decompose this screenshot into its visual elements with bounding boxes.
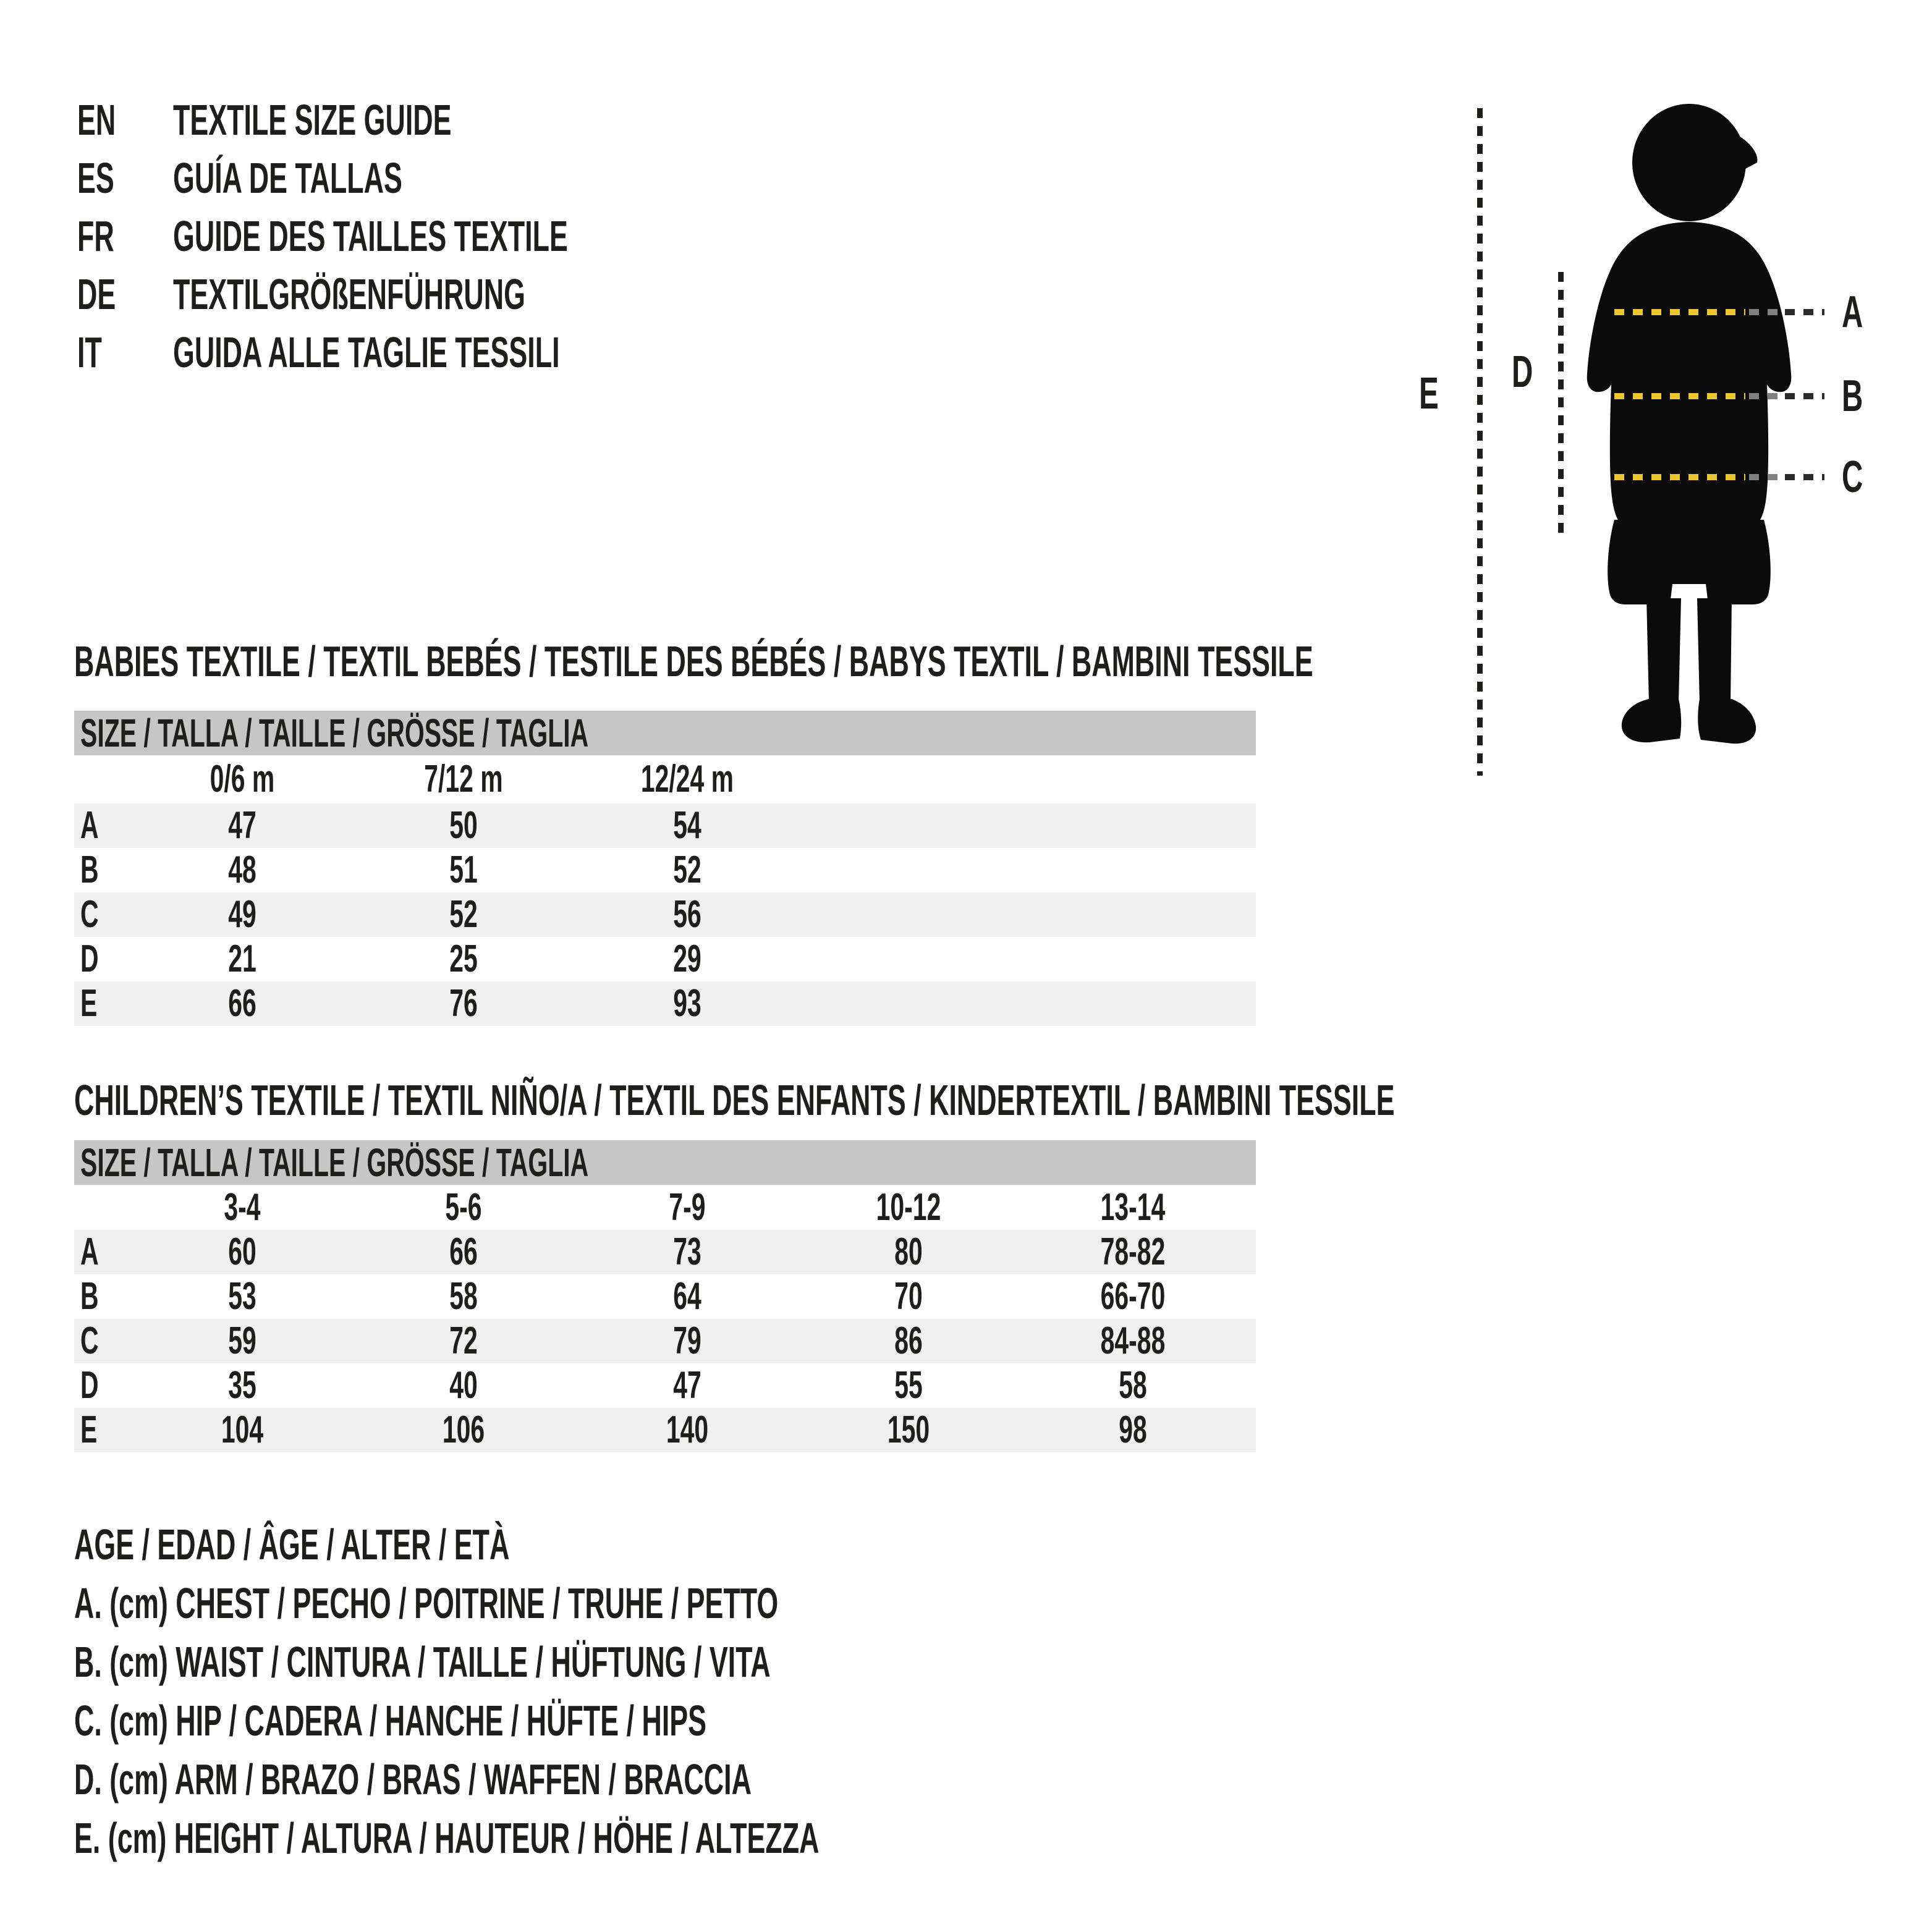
children-section-title — [74, 1078, 1932, 1122]
cell-value: 79 — [673, 1320, 701, 1362]
legend-line-text: AGE / EDAD / ÂGE / ALTER / ETÀ — [74, 1520, 510, 1569]
cell-value: 53 — [228, 1275, 256, 1318]
babies-size-table — [74, 803, 1256, 1026]
babies-section-title — [74, 639, 1932, 684]
cell-value: 50 — [449, 804, 478, 847]
chest-measure-leader-a — [1785, 309, 1824, 315]
cell-value: 72 — [449, 1320, 478, 1362]
row-label: D — [80, 938, 99, 980]
cell-value: 52 — [673, 849, 701, 891]
cell-value: 80 — [894, 1231, 923, 1273]
legend-line-text: D. (cm) ARM / BRAZO / BRAS / WAFFEN / BRACCIA — [74, 1755, 752, 1803]
chest-measure-line-a — [1614, 309, 1745, 315]
waist-measure-leader-b — [1785, 393, 1824, 399]
cell-value: 93 — [673, 982, 701, 1025]
cell-value: 106 — [442, 1409, 485, 1451]
children-section-title-text: CHILDREN’S TEXTILE / TEXTIL NIÑO/A / TEXTIL DES ENFANTS / KINDERTEXTIL / BAMBINI TESSILE — [74, 1076, 1395, 1124]
cell-value: 73 — [673, 1231, 701, 1273]
column-header: 5-6 — [445, 1186, 482, 1229]
hip-measure-line-c-fade — [1749, 474, 1784, 480]
babies-size-header-text: SIZE / TALLA / TAILLE / GRÖSSE / TAGLIA — [80, 711, 589, 755]
cell-value: 21 — [228, 938, 256, 980]
row-label: B — [80, 1275, 99, 1318]
table-row — [74, 1408, 1256, 1452]
cell-value: 76 — [449, 982, 478, 1025]
measure-label-c: C — [1842, 452, 1863, 502]
column-header: 12/24 m — [640, 758, 734, 800]
cell-value: 66 — [228, 982, 256, 1025]
legend-line-text: E. (cm) HEIGHT / ALTURA / HAUTEUR / HÖHE / ALTEZZA — [74, 1814, 820, 1862]
language-code: FR — [77, 212, 114, 260]
legend-line — [74, 1515, 1238, 1574]
cell-value: 104 — [221, 1409, 264, 1451]
cell-value: 60 — [228, 1231, 256, 1273]
measurement-legend — [74, 1515, 1238, 1868]
cell-value: 51 — [449, 849, 478, 891]
column-header: 13-14 — [1100, 1186, 1166, 1229]
cell-value: 150 — [887, 1409, 930, 1451]
hip-measure-leader-c — [1785, 474, 1824, 480]
cell-value: 86 — [894, 1320, 923, 1362]
cell-value: 58 — [449, 1275, 478, 1318]
row-label: A — [80, 804, 99, 847]
cell-value: 58 — [1119, 1364, 1147, 1407]
children-size-header-text: SIZE / TALLA / TAILLE / GRÖSSE / TAGLIA — [80, 1140, 589, 1185]
cell-value: 47 — [673, 1364, 701, 1407]
language-code: IT — [77, 328, 102, 376]
chest-measure-line-a-fade — [1749, 309, 1784, 315]
column-header: 7/12 m — [424, 758, 503, 800]
legend-line — [74, 1692, 1238, 1750]
cell-value: 59 — [228, 1320, 256, 1362]
cell-value: 48 — [228, 849, 256, 891]
table-row — [74, 1230, 1256, 1274]
babies-column-headers — [74, 755, 1256, 803]
column-header: 10-12 — [876, 1186, 941, 1229]
table-row — [74, 981, 1256, 1026]
table-row — [74, 937, 1256, 981]
column-header: 0/6 m — [210, 758, 275, 800]
cell-value: 40 — [449, 1364, 478, 1407]
measure-label-b: B — [1842, 371, 1863, 421]
language-code: EN — [77, 96, 116, 144]
legend-line — [74, 1750, 1238, 1809]
cell-value: 54 — [673, 804, 701, 847]
legend-line — [74, 1809, 1238, 1868]
table-row — [74, 892, 1256, 937]
cell-value: 78-82 — [1100, 1231, 1166, 1273]
measure-label-a: A — [1842, 287, 1863, 337]
cell-value: 47 — [228, 804, 256, 847]
language-title: GUÍA DE TALLAS — [173, 154, 402, 202]
row-label: E — [80, 1409, 98, 1451]
children-column-headers — [74, 1185, 1256, 1230]
cell-value: 52 — [449, 893, 478, 936]
hip-measure-line-c — [1614, 474, 1745, 480]
babies-size-header-bar — [74, 711, 1256, 755]
arm-measure-line-d — [1558, 272, 1564, 538]
language-title: TEXTILGRÖßENFÜHRUNG — [173, 270, 525, 318]
legend-line-text: C. (cm) HIP / CADERA / HANCHE / HÜFTE / HIPS — [74, 1697, 707, 1745]
cell-value: 25 — [449, 938, 478, 980]
cell-value: 70 — [894, 1275, 923, 1318]
cell-value: 64 — [673, 1275, 701, 1318]
language-title: TEXTILE SIZE GUIDE — [173, 96, 452, 144]
waist-measure-line-b-fade — [1749, 393, 1784, 399]
measure-label-d: D — [1512, 347, 1533, 397]
cell-value: 98 — [1119, 1409, 1147, 1451]
language-code: DE — [77, 270, 116, 318]
table-row — [74, 803, 1256, 848]
row-label: A — [80, 1231, 99, 1273]
row-label: D — [80, 1364, 99, 1407]
legend-line — [74, 1574, 1238, 1633]
waist-measure-line-b — [1614, 393, 1745, 399]
row-label: B — [80, 849, 99, 891]
cell-value: 84-88 — [1100, 1320, 1166, 1362]
column-header: 3-4 — [224, 1186, 261, 1229]
row-label: C — [80, 1320, 99, 1362]
legend-line — [74, 1633, 1238, 1692]
cell-value: 29 — [673, 938, 701, 980]
table-row — [74, 848, 1256, 892]
children-size-table — [74, 1230, 1256, 1452]
legend-line-text: B. (cm) WAIST / CINTURA / TAILLE / HÜFTUNG / VITA — [74, 1638, 771, 1686]
cell-value: 66 — [449, 1231, 478, 1273]
babies-section-title-text: BABIES TEXTILE / TEXTIL BEBÉS / TESTILE DES BÉBÉS / BABYS TEXTIL / BAMBINI TESSILE — [74, 637, 1313, 685]
cell-value: 35 — [228, 1364, 256, 1407]
table-row — [74, 1319, 1256, 1363]
table-row — [74, 1363, 1256, 1408]
row-label: C — [80, 893, 99, 936]
measure-label-e: E — [1419, 369, 1439, 418]
column-header: 7-9 — [669, 1186, 706, 1229]
cell-value: 140 — [666, 1409, 709, 1451]
table-row — [74, 1274, 1256, 1319]
cell-value: 66-70 — [1100, 1275, 1166, 1318]
language-title: GUIDA ALLE TAGLIE TESSILI — [173, 328, 560, 376]
cell-value: 55 — [894, 1364, 923, 1407]
cell-value: 56 — [673, 893, 701, 936]
legend-line-text: A. (cm) CHEST / PECHO / POITRINE / TRUHE / PETTO — [74, 1579, 779, 1627]
row-label: E — [80, 982, 98, 1025]
children-size-header-bar — [74, 1140, 1256, 1185]
language-code: ES — [77, 154, 114, 202]
cell-value: 49 — [228, 893, 256, 936]
language-title: GUIDE DES TAILLES TEXTILE — [173, 212, 568, 260]
